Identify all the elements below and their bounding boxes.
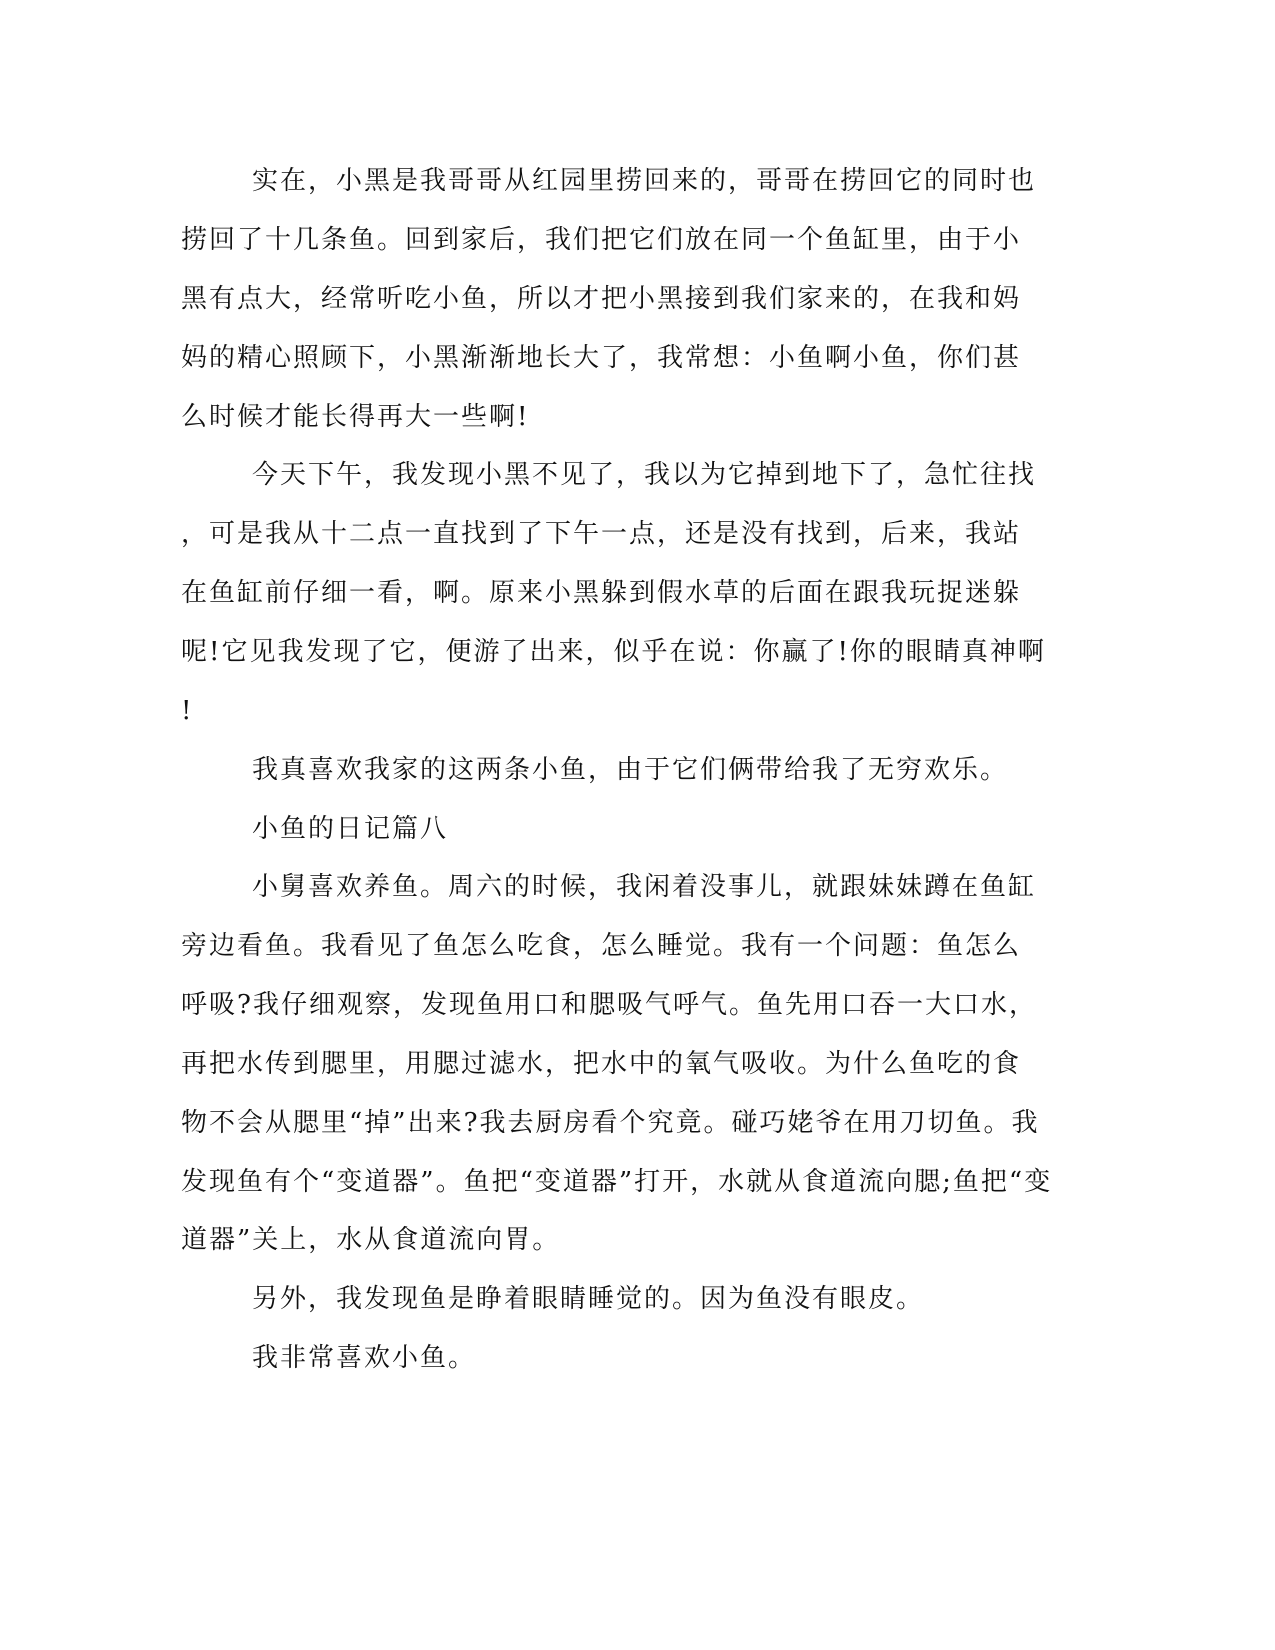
text-line: 呼吸?我仔细观察，发现鱼用口和腮吸气呼气。鱼先用口吞一大口水， [181,990,1037,1020]
text-line: 旁边看鱼。我看见了鱼怎么吃食，怎么睡觉。我有一个问题：鱼怎么 [181,931,1022,961]
section-title: 小鱼的日记篇八 [252,814,449,844]
text-line: 发现鱼有个“变道器”。鱼把“变道器”打开，水就从食道流向腮;鱼把“变 [181,1167,1053,1197]
text-line: 我非常喜欢小鱼。 [252,1343,477,1373]
text-line: 呢!它见我发现了它，便游了出来，似乎在说：你赢了!你的眼睛真神啊 [181,637,1046,667]
text-line: 我真喜欢我家的这两条小鱼，由于它们俩带给我了无穷欢乐。 [252,755,1009,785]
text-line: 在鱼缸前仔细一看，啊。原来小黑躲到假水草的后面在跟我玩捉迷躲 [181,578,1022,608]
text-line: 妈的精心照顾下，小黑渐渐地长大了，我常想：小鱼啊小鱼，你们甚 [181,343,1022,373]
text-line: 实在，小黑是我哥哥从红园里捞回来的，哥哥在捞回它的同时也 [252,166,1037,196]
text-line: 再把水传到腮里，用腮过滤水，把水中的氧气吸收。为什么鱼吃的食 [181,1049,1022,1079]
text-line: ! [181,696,194,726]
text-line: 道器”关上，水从食道流向胃。 [181,1225,561,1255]
text-line: 另外，我发现鱼是睁着眼睛睡觉的。因为鱼没有眼皮。 [252,1284,925,1314]
text-line: 黑有点大，经常听吃小鱼，所以才把小黑接到我们家来的，在我和妈 [181,284,1022,314]
text-line: 小舅喜欢养鱼。周六的时候，我闲着没事儿，就跟妹妹蹲在鱼缸 [252,872,1037,902]
text-line: 么时候才能长得再大一些啊! [181,402,530,432]
text-line: 捞回了十几条鱼。回到家后，我们把它们放在同一个鱼缸里，由于小 [181,225,1022,255]
text-line: 物不会从腮里“掉”出来?我去厨房看个究竟。碰巧姥爷在用刀切鱼。我 [181,1108,1040,1138]
text-line: 今天下午，我发现小黑不见了，我以为它掉到地下了，急忙往找 [252,460,1037,490]
text-line: ，可是我从十二点一直找到了下午一点，还是没有找到，后来，我站 [181,519,1022,549]
